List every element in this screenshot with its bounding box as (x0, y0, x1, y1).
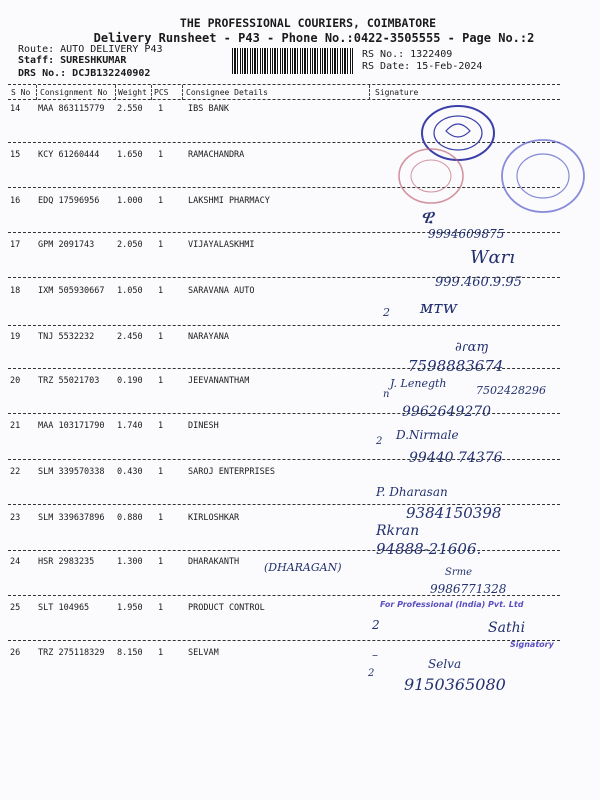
row-consignment: IXM 505930667 (38, 286, 105, 296)
handwritten-phone: 9962649270 (402, 404, 492, 420)
rs-number: RS No.: 1322409 (362, 49, 453, 60)
handwritten-name: J. Lenegth (390, 377, 447, 390)
row-pcs: 1 (158, 104, 164, 114)
handwritten-name: D.Nirmale (396, 428, 459, 442)
row-sno: 26 (10, 648, 21, 658)
row-weight: 0.430 (117, 467, 143, 477)
row-pcs: 1 (158, 332, 164, 342)
row-weight: 2.450 (117, 332, 143, 342)
col-divider (151, 85, 152, 100)
route-label: Route: AUTO DELIVERY P43 (18, 44, 163, 55)
row-consignment: MAA 863115779 (38, 104, 105, 114)
header-consignee: Consignee Details (186, 88, 268, 97)
row-consignment: SLM 339637896 (38, 513, 105, 523)
row-consignee: RAMACHANDRA (188, 150, 245, 160)
row-pcs: 1 (158, 150, 164, 160)
handwritten-phone: 9150365080 (404, 675, 506, 694)
row-sno: 15 (10, 150, 21, 160)
row-weight: 1.650 (117, 150, 143, 160)
row-consignment: SLM 339570338 (38, 467, 105, 477)
row-pcs: 1 (158, 648, 164, 658)
row-consignee: JEEVANANTHAM (188, 376, 250, 386)
header-weight: Weight (118, 88, 147, 97)
row-sno: 20 (10, 376, 21, 386)
row-pcs: 1 (158, 376, 164, 386)
row-weight: 0.190 (117, 376, 143, 386)
runsheet-title: Delivery Runsheet - P43 - Phone No.:0422-3505555 - Page No.:2 (93, 31, 535, 45)
row-consignee: LAKSHMI PHARMACY (188, 196, 270, 206)
row-consignee: DHARAKANTH (188, 557, 240, 567)
row-sno: 16 (10, 196, 21, 206)
row-weight: 2.050 (117, 240, 143, 250)
header-sno: S No (11, 88, 31, 97)
handwritten-dash: – (372, 648, 378, 662)
row-pcs: 1 (158, 513, 164, 523)
company-title: THE PROFESSIONAL COURIERS, COIMBATORE (179, 16, 437, 30)
row-consignee: SARAVANA AUTO (188, 286, 255, 296)
handwritten-name: Sathi (488, 620, 526, 636)
company-stamp-line2: Signatory (510, 640, 554, 649)
handwritten-phone: 7598883674 (408, 357, 504, 375)
row-consignee: SAROJ ENTERPRISES (188, 467, 275, 477)
row-pcs: 1 (158, 240, 164, 250)
ramachandra-seal-stamp (498, 136, 588, 216)
signature-mark: Srme (445, 567, 473, 578)
drs-number: DRS No.: DCJB132240902 (18, 68, 151, 79)
table-row (0, 648, 600, 693)
row-consignment: TRZ 275118329 (38, 648, 105, 658)
handwritten-name: P. Dharasan (376, 485, 448, 499)
handwritten-phone: 9384150398 (406, 504, 502, 522)
handwritten-phone: 7502428296 (476, 384, 546, 397)
row-sno: 23 (10, 513, 21, 523)
row-weight: 1.950 (117, 603, 143, 613)
handwritten-mark: n (383, 389, 390, 400)
row-pcs: 1 (158, 286, 164, 296)
table-row (0, 332, 600, 377)
row-pcs: 1 (158, 603, 164, 613)
col-divider (182, 85, 183, 100)
row-sno: 19 (10, 332, 21, 342)
row-consignee: KIRLOSHKAR (188, 513, 240, 523)
row-weight: 0.880 (117, 513, 143, 523)
handwritten-phone: 999.460.9.95 (435, 275, 522, 290)
company-stamp-line1: For Professional (India) Pvt. Ltd (380, 600, 524, 609)
header-pcs: PCS (154, 88, 169, 97)
row-weight: 1.050 (117, 286, 143, 296)
row-sno: 17 (10, 240, 21, 250)
row-weight: 8.150 (117, 648, 143, 658)
row-consignment: KCY 61260444 (38, 150, 100, 160)
row-sno: 25 (10, 603, 21, 613)
handwritten-mark: 2 (372, 618, 380, 632)
row-sno: 18 (10, 286, 21, 296)
signature-mark: Wɑrı (470, 247, 516, 268)
header-rule-bottom (8, 99, 560, 100)
row-weight: 1.740 (117, 421, 143, 431)
handwritten-mark: 2 (368, 668, 375, 679)
handwritten-note: (DHARAGAN) (264, 561, 342, 574)
row-consignee: VIJAYALASKHMI (188, 240, 255, 250)
handwritten-phone: 94888-21606. (376, 540, 482, 558)
rs-date: RS Date: 15-Feb-2024 (362, 61, 483, 72)
row-pcs: 1 (158, 196, 164, 206)
header-signature: Signature (375, 88, 419, 97)
row-pcs: 1 (158, 467, 164, 477)
col-divider (369, 85, 370, 100)
row-consignment: EDQ 17596956 (38, 196, 100, 206)
row-pcs: 1 (158, 421, 164, 431)
table-row (0, 467, 600, 512)
table-row (0, 513, 600, 558)
table-row (0, 376, 600, 421)
row-sno: 21 (10, 421, 21, 431)
signature-mark: ∂ɾɑɱ (455, 340, 489, 355)
col-divider (115, 85, 116, 100)
handwritten-phone: 99440 74376 (409, 450, 503, 466)
row-consignment: SLT 104965 (38, 603, 90, 613)
header-rule-top (8, 84, 560, 85)
handwritten-mark: 2 (376, 436, 383, 447)
handwritten-phone: 9994609875 (428, 227, 505, 241)
staff-label: Staff: SURESHKUMAR (18, 55, 127, 66)
row-rule (8, 187, 560, 188)
row-sno: 22 (10, 467, 21, 477)
row-consignment: HSR 2983235 (38, 557, 95, 567)
row-consignment: TRZ 55021703 (38, 376, 100, 386)
row-consignment: TNJ 5532232 (38, 332, 95, 342)
handwritten-phone: 9986771328 (430, 582, 507, 596)
barcode (232, 48, 354, 74)
handwritten-name: Rkran (376, 523, 420, 539)
row-rule (8, 640, 560, 641)
row-consignee: SELVAM (188, 648, 219, 658)
pharmacy-seal-stamp (396, 146, 466, 206)
row-weight: 1.300 (117, 557, 143, 567)
row-sno: 14 (10, 104, 21, 114)
signature-mark: ዊ (420, 204, 434, 228)
row-consignee: DINESH (188, 421, 219, 431)
row-consignment: MAA 103171790 (38, 421, 105, 431)
header-consignment: Consignment No (40, 88, 108, 97)
handwritten-mark: 2 (383, 306, 390, 319)
handwritten-name: Selva (428, 657, 462, 671)
col-divider (36, 85, 37, 100)
row-consignment: GPM 2091743 (38, 240, 95, 250)
row-consignee: PRODUCT CONTROL (188, 603, 265, 613)
signature-mark: ᴍᴛᴡ (420, 298, 458, 318)
row-rule (8, 325, 560, 326)
row-weight: 1.000 (117, 196, 143, 206)
row-sno: 24 (10, 557, 21, 567)
row-consignee: NARAYANA (188, 332, 229, 342)
row-pcs: 1 (158, 557, 164, 567)
row-consignee: IBS BANK (188, 104, 229, 114)
row-weight: 2.550 (117, 104, 143, 114)
